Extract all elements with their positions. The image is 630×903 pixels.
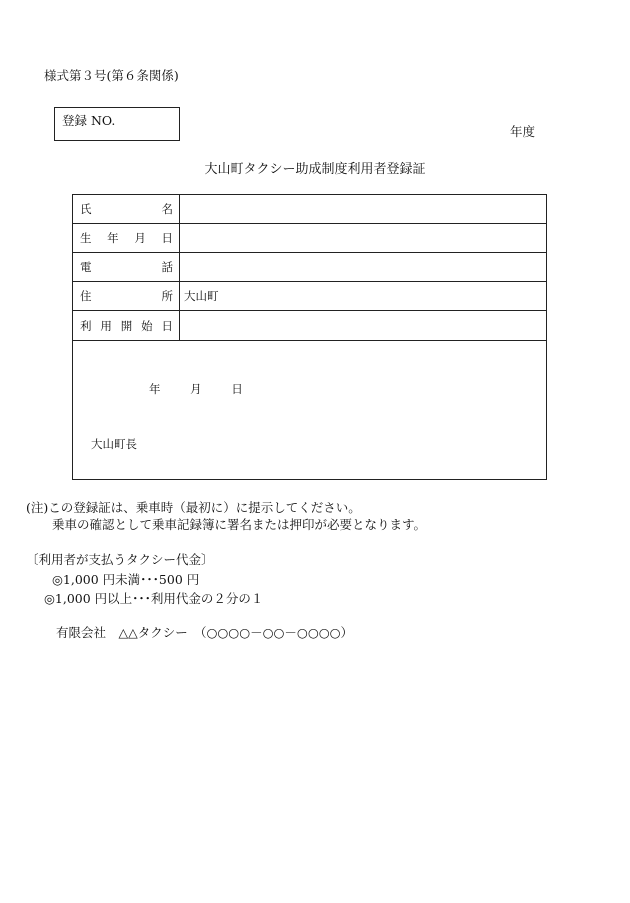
- registration-number-label: 登録 NO.: [62, 113, 116, 128]
- registration-number-box: [54, 107, 180, 141]
- company-contact: 有限会社 △△タクシー （○○○○－○○－○○○○）: [56, 625, 354, 640]
- issue-section: [72, 340, 547, 480]
- row-label: 住所: [73, 282, 180, 310]
- issue-date: [149, 381, 243, 397]
- row-value: [180, 195, 546, 223]
- fare-item-1: ◎1,000 円未満･･･500 円: [52, 572, 200, 587]
- fare-heading: 〔利用者が支払うタクシー代金〕: [26, 552, 214, 567]
- table-row-name: [73, 195, 546, 224]
- year-label: 年: [149, 382, 161, 396]
- row-value: 大山町: [184, 289, 219, 303]
- form-number: 様式第３号(第６条関係): [44, 68, 179, 83]
- table-row-start-date: [73, 311, 546, 340]
- table-row-birthdate: [73, 224, 546, 253]
- row-value: [180, 253, 546, 281]
- document-title: 大山町タクシー助成制度利用者登録証: [204, 162, 426, 177]
- issuer-mayor: 大山町長: [91, 437, 137, 451]
- note-line-2: 乗車の確認として乗車記録簿に署名または押印が必要となります。: [52, 517, 427, 532]
- row-label: 氏名: [73, 195, 180, 223]
- row-label: 生年月日: [73, 224, 180, 252]
- row-value: [180, 224, 546, 252]
- table-row-address: [73, 282, 546, 311]
- month-label: 月: [190, 382, 202, 396]
- fiscal-year-label: 年度: [510, 124, 536, 139]
- row-label: 電話: [73, 253, 180, 281]
- registration-table: [72, 194, 547, 341]
- day-label: 日: [231, 382, 243, 396]
- fare-item-2: ◎1,000 円以上･･･利用代金の２分の１: [44, 591, 264, 606]
- row-value: [180, 311, 546, 340]
- note-line-1: (注)この登録証は、乗車時（最初に）に提示してください。: [26, 500, 361, 515]
- table-row-phone: [73, 253, 546, 282]
- row-label: 利用開始日: [73, 311, 180, 340]
